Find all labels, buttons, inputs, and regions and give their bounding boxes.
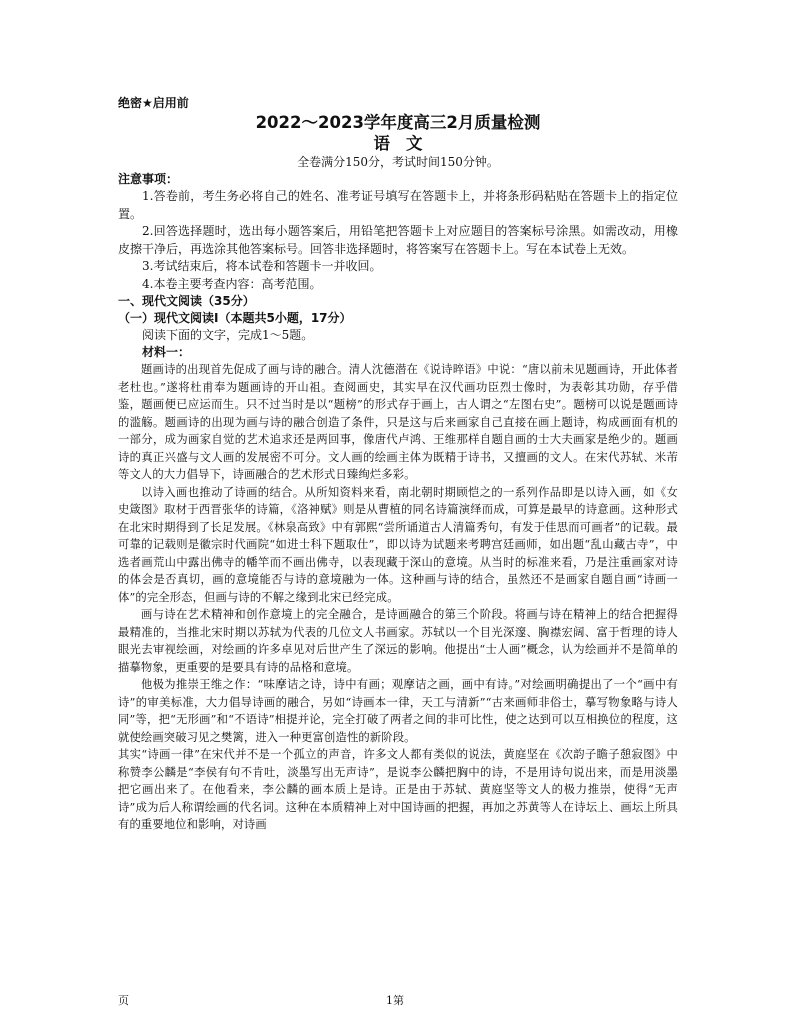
page-content [118,94,678,834]
secret-mark: 绝密★启用前 [118,96,189,110]
body-paragraph: 以诗入画也推动了诗画的结合。从所知资料来看，南北朝时期顾恺之的一系列作品即是以诗入画，如《女史箴图》取材于西晋张华的诗篇，《洛神赋》则是从曹植的同名诗篇演绎而成，可算是最早的诗意画。这种形式在北宋时期得到了长足发展。《林泉高致》中有郭熙“尝所诵道古人清篇秀句，有发于佳思而可画者”的记载。最可靠的记载则是徽宗时代画院“如进士科下题取仕”，即以诗为试题来考聘宫廷画师，如出题“乱山藏古寺”，中选者画荒山中露出佛寺的幡竿而不画出佛寺，以表现藏于深山的意境。从当时的标准来看，乃是注重画家对诗的体会是否真切，画的意境能否与诗的意境融为一体。这种画与诗的结合，虽然还不是画家自题自画“诗画一体”的完全形态，但画与诗的不解之缘到北宋已经完成。 [118,485,678,604]
section-heading: 一、现代文阅读（35分） [118,294,255,308]
material-label: 材料一： [142,345,191,359]
body-paragraph: 画与诗在艺术精神和创作意境上的完全融合，是诗画融合的第三个阶段。将画与诗在精神上的结合把握得最精准的，当推北宋时期以苏轼为代表的几位文人书画家。苏轼以一个目光深邃、胸襟宏阔、富于哲理的诗人眼光去审视绘画，对绘画的许多卓见对后世产生了深远的影响。他提出“士人画”概念，认为绘画并不是简单的描摹物象，更重要的是要具有诗的品格和意境。 [118,608,678,674]
note-item-3: 3.考试结束后，将本试卷和答题卡一并收回。 [142,259,382,273]
body-paragraph: 题画诗的出现首先促成了画与诗的融合。清人沈德潜在《说诗晬语》中说：“唐以前未见题画诗，开此体者老杜也。”遂将杜甫奉为题画诗的开山祖。查阅画史，其实早在汉代画功臣烈士像时，为表彰其功勋，存乎借鉴，题画便已应运而生。只不过当时是以“题榜”的形式存于画上，古人谓之“左图右史”。题榜可以说是题画诗的滥觞。题画诗的出现为画与诗的融合创造了条件，只是这与后来画家自己直接在画上题诗，构成画面有机的一部分，成为画家自觉的艺术追求还是两回事，像唐代卢鸿、王维那样自题自画的士大夫画家是绝少的。题画诗的真正兴盛与文人画的发展密不可分。文人画的绘画主体为既精于诗书，又擅画的文人。在宋代苏轼、米芾等文人的大力倡导下，诗画融合的艺术形式日臻绚烂多彩。 [118,363,678,481]
notes-heading: 注意事项： [118,172,179,186]
exam-title: 2022～2023学年度高三2月质量检测 [255,113,541,132]
reading-instruction: 阅读下面的文字，完成1～5题。 [142,328,314,342]
section-subheading: （一）现代文阅读Ⅰ（本题共5小题，17分） [118,311,352,325]
exam-info: 全卷满分150分，考试时间150分钟。 [297,155,499,169]
body-paragraph: 其实“诗画一律”在宋代并不是一个孤立的声音，许多文人都有类似的说法，黄庭坚在《次韵子瞻子憩寂图》中称赞李公麟是“李侯有句不肯吐，淡墨写出无声诗”，是说李公麟把胸中的诗，不是用诗句说出来，而是用淡墨把它画出来了。在他看来，李公麟的画本质上是诗。正是由于苏轼、黄庭坚等文人的极力推崇，使得“无声诗”成为后人称谓绘画的代名词。这种在本质精神上对中国诗画的把握，再加之苏黄等人在诗坛上、画坛上所具有的重要地位和影响，对诗画 [118,748,678,831]
subject-title: 语文 [373,134,439,153]
footer-left: 页 [118,994,129,1007]
note-item-2: 2.回答选择题时，选出每小题答案后，用铅笔把答题卡上对应题目的答案标号涂黑。如需改动，用橡皮擦干净后，再选涂其他答案标号。回答非选择题时，将答案写在答题卡上。写在本试卷上无效。 [118,224,678,256]
body-paragraph: 他极为推崇王维之作：“味摩诘之诗，诗中有画；观摩诘之画，画中有诗。”对绘画明确提出了一个“画中有诗”的审美标准，大力倡导诗画的融合，另如“诗画本一律，天工与清新”“古来画师非俗士，摹写物象略与诗人同”等，把“无形画”和“不语诗”相提并论，完全打破了两者之间的非可比性，使之达到可以互相换位的程度，这就使绘画突破习见之樊篱，进入一种更富创造性的新阶段。 [118,678,678,744]
note-item-1: 1.答卷前，考生务必将自己的姓名、准考证号填写在答题卡上，并将条形码粘贴在答题卡上的指定位置。 [118,189,678,221]
page-number: 1第 [386,994,404,1007]
note-item-4: 4.本卷主要考查内容：高考范围。 [142,276,322,291]
